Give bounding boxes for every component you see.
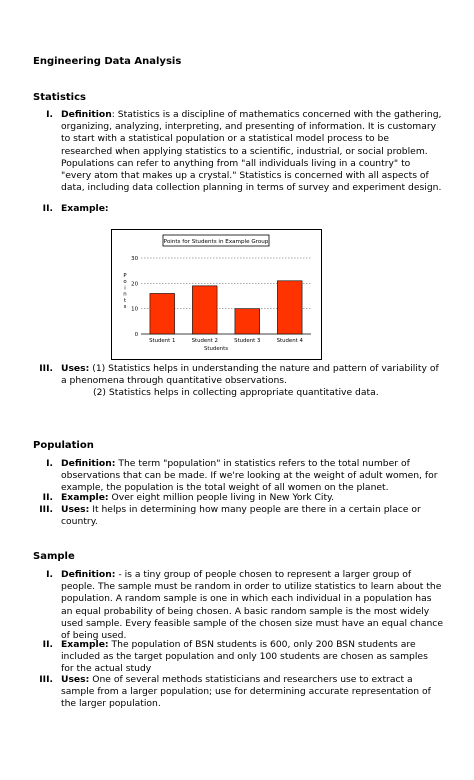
y-tick-label: 20 [131, 281, 138, 288]
y-tick-label: 10 [131, 306, 138, 313]
x-tick-label: Student 2 [191, 338, 218, 344]
list-number: II. [42, 639, 53, 650]
chart-bar [150, 293, 175, 334]
list-number: II. [42, 203, 53, 214]
chart-title: Points for Students in Example Group [163, 239, 269, 245]
item-label: Example: [61, 203, 109, 214]
list-item-body [61, 639, 443, 676]
chart-bar [235, 309, 260, 334]
item-label: Uses: [61, 504, 90, 515]
list-number: II. [42, 492, 53, 503]
list-item-body [61, 569, 443, 642]
chart-bar [277, 281, 302, 334]
list-item-body [61, 504, 443, 528]
item-text: One of several methods statisticians and researchers use to extract a sample from a larger population; use for determining accurate representation of the larger population. [61, 674, 431, 710]
item-text: It helps in determining how many people are there in a certain place or country. [61, 504, 421, 528]
list-item-body [61, 363, 443, 400]
x-tick-label: Student 1 [149, 338, 176, 344]
list-item-body [61, 458, 443, 495]
section-heading-statistics: Statistics [33, 92, 86, 103]
list-number: III. [39, 363, 53, 374]
item-label: Definition: [61, 569, 116, 580]
list-number: I. [46, 458, 53, 469]
list-item-body [61, 492, 443, 504]
item-text: The term "population" in statistics refers to the total number of observations that can be made. If we're looking at the weight of adult women, for example, the population is the total weight of all women on the planet. [61, 458, 438, 494]
item-label: Definition: [61, 458, 116, 469]
chart-x-axis-label: Students [203, 346, 229, 352]
x-tick-label: Student 4 [276, 338, 303, 344]
list-number: I. [46, 109, 53, 120]
list-item-body [61, 674, 443, 711]
section-heading-population: Population [33, 440, 94, 451]
list-number: I. [46, 569, 53, 580]
list-number: III. [39, 674, 53, 685]
item-text: The population of BSN students is 600, only 200 BSN students are included as the target population and only 100 students are chosen as samples for the actual study [61, 639, 428, 675]
item-text: (1) Statistics helps in understanding the nature and pattern of variability of a phenomena through quantitative observations. [61, 363, 439, 387]
chart-y-axis-label: P o i n t s [123, 273, 127, 310]
list-item-body [61, 203, 443, 215]
section-heading-sample: Sample [33, 551, 75, 562]
list-item-body [61, 109, 443, 194]
y-tick-label: 0 [134, 332, 138, 338]
item-text: Over eight million people living in New York City. [108, 492, 335, 503]
item-label: Uses: [61, 674, 90, 685]
chart-bar [192, 286, 217, 334]
y-tick-label: 30 [131, 256, 138, 262]
document-title: Engineering Data Analysis [33, 56, 182, 67]
bar-chart [111, 229, 322, 360]
x-tick-label: Student 3 [234, 338, 261, 344]
item-text: - is a tiny group of people chosen to represent a larger group of people. The sample must be random in order to utilize statistics to learn about the population. A random sample is one in which each individual in a population has an equal probability of being chosen. A basic random sample is the most widely used sample. Every feasible sample of the chosen size must have an equal chance of being used. [61, 569, 443, 642]
item-label: Uses: [61, 363, 90, 374]
item-label: Definition [61, 109, 112, 120]
item-text: : Statistics is a discipline of mathematics concerned with the gathering, organizing, analyzing, interpreting, and presenting of information. It is customary to start with a statistical population or a statistical model process to be researched when applying statistics to a scientific, industrial, or social problem. Populations can refer to anything from "all individuals living in a country" to "every atom that makes up a crystal." Statistics is concerned with all aspects of data, including data collection planning in terms of survey and experiment design. [61, 109, 442, 194]
item-text-continued: (2) Statistics helps in collecting appropriate quantitative data. [93, 387, 379, 399]
list-number: III. [39, 504, 53, 515]
item-label: Example: [61, 492, 109, 503]
item-label: Example: [61, 639, 109, 650]
